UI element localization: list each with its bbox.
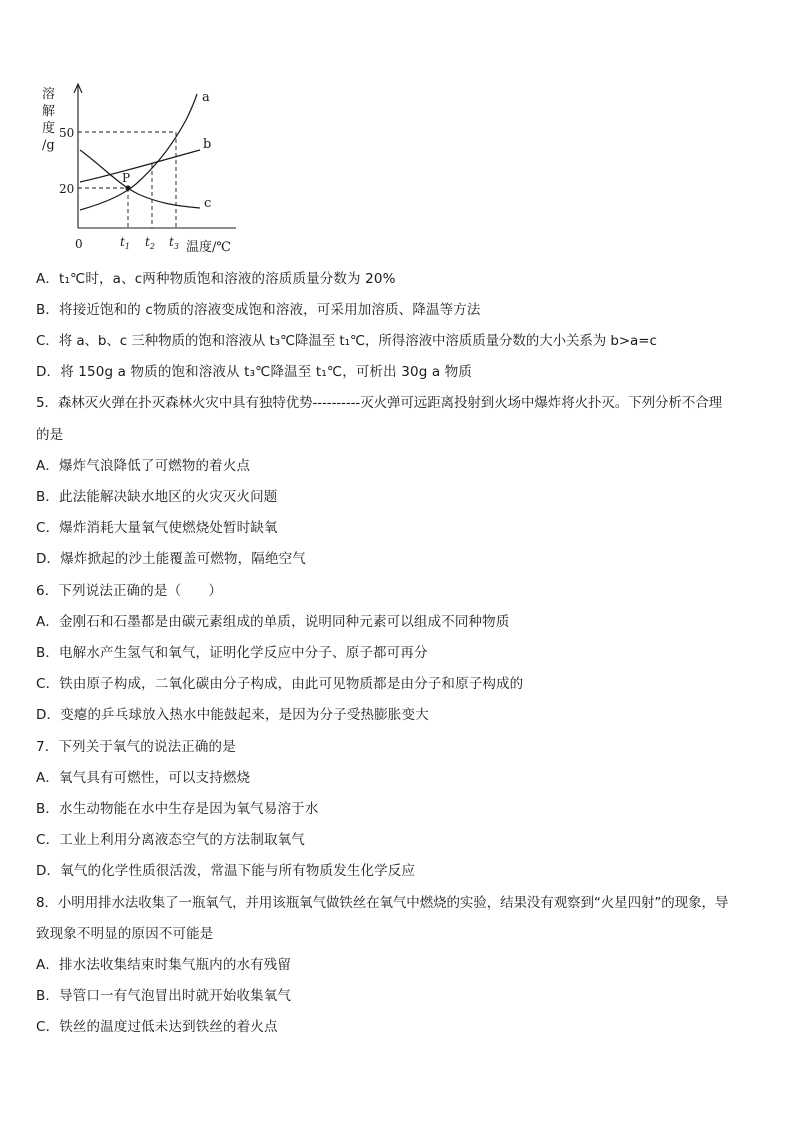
point-p	[125, 185, 130, 190]
x-axis-label: 温度/℃	[186, 240, 231, 255]
curve-label-c: c	[204, 196, 212, 211]
x-tick-label: $t_3$	[169, 235, 179, 251]
option-b-q4: B．将接近饱和的 c物质的溶液变成饱和溶液，可采用加溶质、降温等方法	[36, 302, 481, 318]
x-tick-label: $t_1$	[120, 235, 130, 251]
option-b-q8: B．导管口一有气泡冒出时就开始收集氧气	[36, 988, 292, 1004]
curve-a	[80, 94, 197, 210]
curve-label-b: b	[203, 137, 212, 152]
question-6-stem: 6．下列说法正确的是（ ）	[36, 583, 223, 599]
question-5-stem-cont: 的是	[36, 427, 64, 443]
origin-label: 0	[75, 237, 83, 251]
y-tick-label: 50	[59, 126, 75, 140]
option-a-q6: A．金刚石和石墨都是由碳元素组成的单质，说明同种元素可以组成不同种物质	[36, 614, 510, 630]
option-a-q5: A．爆炸气浪降低了可燃物的着火点	[36, 458, 251, 474]
question-5-stem: 5．森林灭火弹在扑灭森林火灾中具有独特优势----------灭火弹可远距离投射到火场中爆炸将火扑灭。下列分析不合理	[36, 395, 723, 411]
option-c-q7: C．工业上利用分离液态空气的方法制取氧气	[36, 832, 305, 848]
question-8-stem: 8．小明用排水法收集了一瓶氧气，并用该瓶氧气做铁丝在氧气中燃烧的实验，结果没有观察到“火星四射”的现象，导	[36, 895, 729, 911]
option-b-q5: B．此法能解决缺水地区的火灾灭火问题	[36, 489, 278, 505]
option-a-q4: A．t₁℃时，a、c两种物质饱和溶液的溶质质量分数为 20%	[36, 271, 396, 287]
option-d-q6: D．变瘪的乒乓球放入热水中能鼓起来，是因为分子受热膨胀变大	[36, 707, 429, 723]
option-a-q7: A．氧气具有可燃性，可以支持燃烧	[36, 770, 251, 786]
curve-c	[80, 150, 200, 208]
y-axis-label-char: /g	[42, 138, 55, 153]
question-7-stem: 7．下列关于氧气的说法正确的是	[36, 739, 236, 755]
axes	[74, 84, 236, 228]
option-d-q7: D．氧气的化学性质很活泼，常温下能与所有物质发生化学反应	[36, 863, 416, 879]
y-tick-label: 20	[59, 182, 75, 196]
y-axis-label-char: 溶	[42, 87, 56, 102]
x-tick-label: $t_2$	[145, 235, 155, 251]
option-c-q8: C．铁丝的温度过低未达到铁丝的着火点	[36, 1019, 278, 1035]
point-p-label: P	[122, 171, 131, 185]
curve-b	[80, 150, 200, 182]
option-c-q5: C．爆炸消耗大量氧气使燃烧处暂时缺氧	[36, 520, 278, 536]
option-d-q4: D．将 150g a 物质的饱和溶液从 t₃℃降温至 t₁℃，可析出 30g a 物质	[36, 364, 473, 380]
option-a-q8: A．排水法收集结束时集气瓶内的水有残留	[36, 957, 292, 973]
y-axis-label-char: 解	[42, 104, 56, 119]
option-c-q4: C．将 a、b、c 三种物质的饱和溶液从 t₃℃降温至 t₁℃，所得溶液中溶质质量分数的大小关系为 b>a=c	[36, 333, 657, 349]
solubility-curve-diagram	[36, 80, 246, 255]
question-8-stem-cont: 致现象不明显的原因不可能是	[36, 926, 214, 942]
curve-label-a: a	[202, 90, 210, 105]
option-b-q6: B．电解水产生氢气和氧气，证明化学反应中分子、原子都可再分	[36, 645, 428, 661]
y-axis-label-char: 度	[42, 121, 56, 136]
curves	[80, 94, 200, 210]
option-c-q6: C．铁由原子构成，二氧化碳由分子构成，由此可见物质都是由分子和原子构成的	[36, 676, 524, 692]
option-d-q5: D．爆炸掀起的沙土能覆盖可燃物，隔绝空气	[36, 551, 306, 567]
option-b-q7: B．水生动物能在水中生存是因为氧气易溶于水	[36, 801, 319, 817]
